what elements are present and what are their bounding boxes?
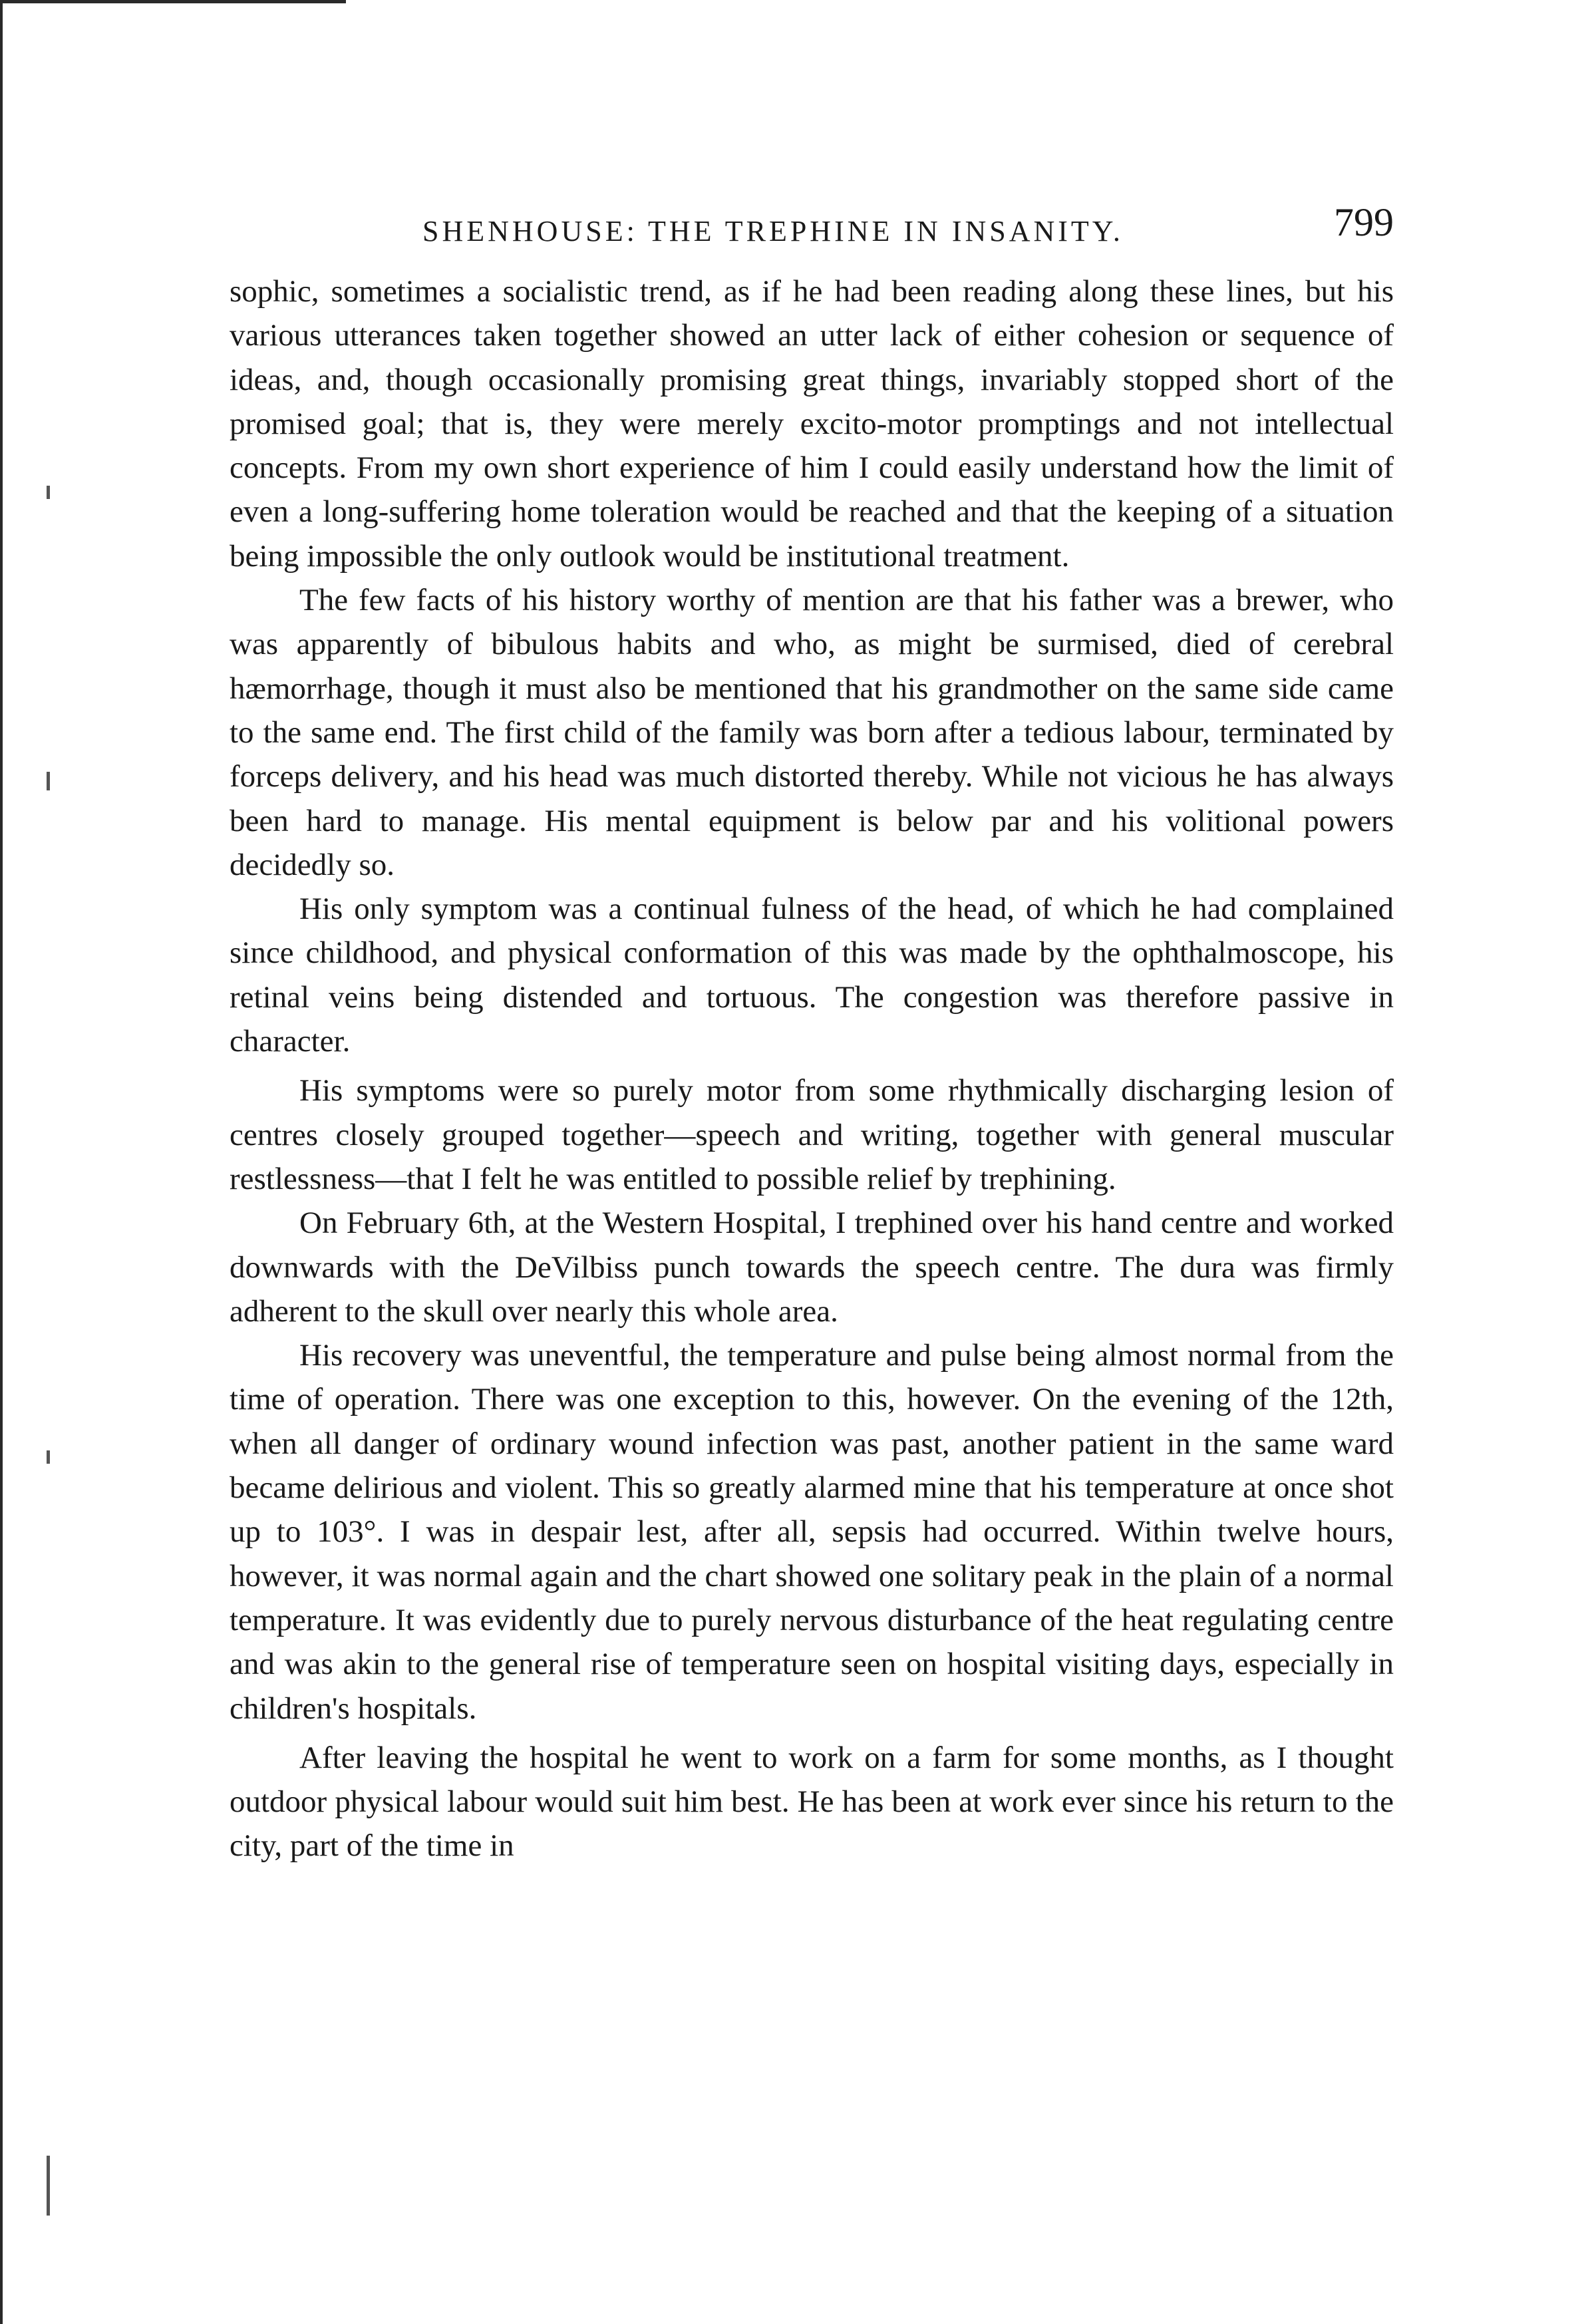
paragraph: His only symptom was a continual fulness of the head, of which he had complained since childhood, and physical conformation of this was made by the ophthalmoscope, his retinal veins being distended and tortuous. The congestion was therefore passive in character. (230, 892, 1394, 1059)
paragraph: sophic, sometimes a socialistic trend, as if he had been reading along these lines, but his various utterances taken together showed an utter lack of either cohesion or sequence of ideas, and, though occasionally promising great things, invariably stopped short of the promised goal; that is, they were merely excito-motor promptings and not intellectual concepts. From my own short experience of him I could easily understand how the limit of even a long-suffering home toleration would be reached and that the keeping of a situation being impossible the only outlook would be institutional treatment. (230, 274, 1394, 574)
paragraph: His recovery was uneventful, the temperature and pulse being almost normal from the time of operation. There was one exception to this, however. On the evening of the 12th, when all danger of ordinary wound infection was past, another patient in the same ward became delirious and violent. This so greatly alarmed mine that his temperature at once shot up to 103°. I was in despair lest, after all, sepsis had occurred. Within twelve hours, however, it was normal again and the chart showed one solitary peak in the plain of a normal temperature. It was evidently due to purely nervous disturbance of the heat regulating centre and was akin to the general rise of temperature seen on hospital visiting days, especially in children's hospitals. (230, 1338, 1394, 1726)
page-header (230, 200, 1394, 259)
paragraph: The few facts of his history worthy of mention are that his father was a brewer, who was apparently of bibulous habits and who, as might be surmised, died of cerebral hæmorrhage, though it must also be mentioned that his grandmother on the same side came to the same end. The first child of the family was born after a tedious labour, terminated by forceps delivery, and his head was much distorted thereby. While not vicious he has always been hard to manage. His mental equipment is below par and his volitional powers decidedly so. (230, 583, 1394, 882)
page-number: 799 (1334, 200, 1394, 244)
scan-edge-mark (47, 2156, 50, 2216)
scan-edge-mark (47, 486, 50, 499)
running-head: SHENHOUSE: THE TREPHINE IN INSANITY. (422, 215, 1124, 248)
scan-edge-mark (47, 772, 50, 790)
paragraph: On February 6th, at the Western Hospital, I trephined over his hand centre and worked downwards with the DeVilbiss punch towards the speech centre. The dura was firmly adherent to the skull over nearly this whole area. (230, 1206, 1394, 1329)
scan-edge-top (0, 0, 346, 9)
paragraph: His symptoms were so purely motor from some rhythmically discharging lesion of centres closely grouped together—speech and writing, together with general muscular restlessness—that I felt he was entitled to possible relief by trephining. (230, 1073, 1394, 1196)
scan-edge-left (0, 0, 8, 2324)
scan-edge-mark (47, 1450, 50, 1464)
article-body (230, 269, 1394, 1868)
paragraph: After leaving the hospital he went to work on a farm for some months, as I thought outdoor physical labour would suit him best. He has been at work ever since his return to the city, part of the time in (230, 1740, 1394, 1864)
